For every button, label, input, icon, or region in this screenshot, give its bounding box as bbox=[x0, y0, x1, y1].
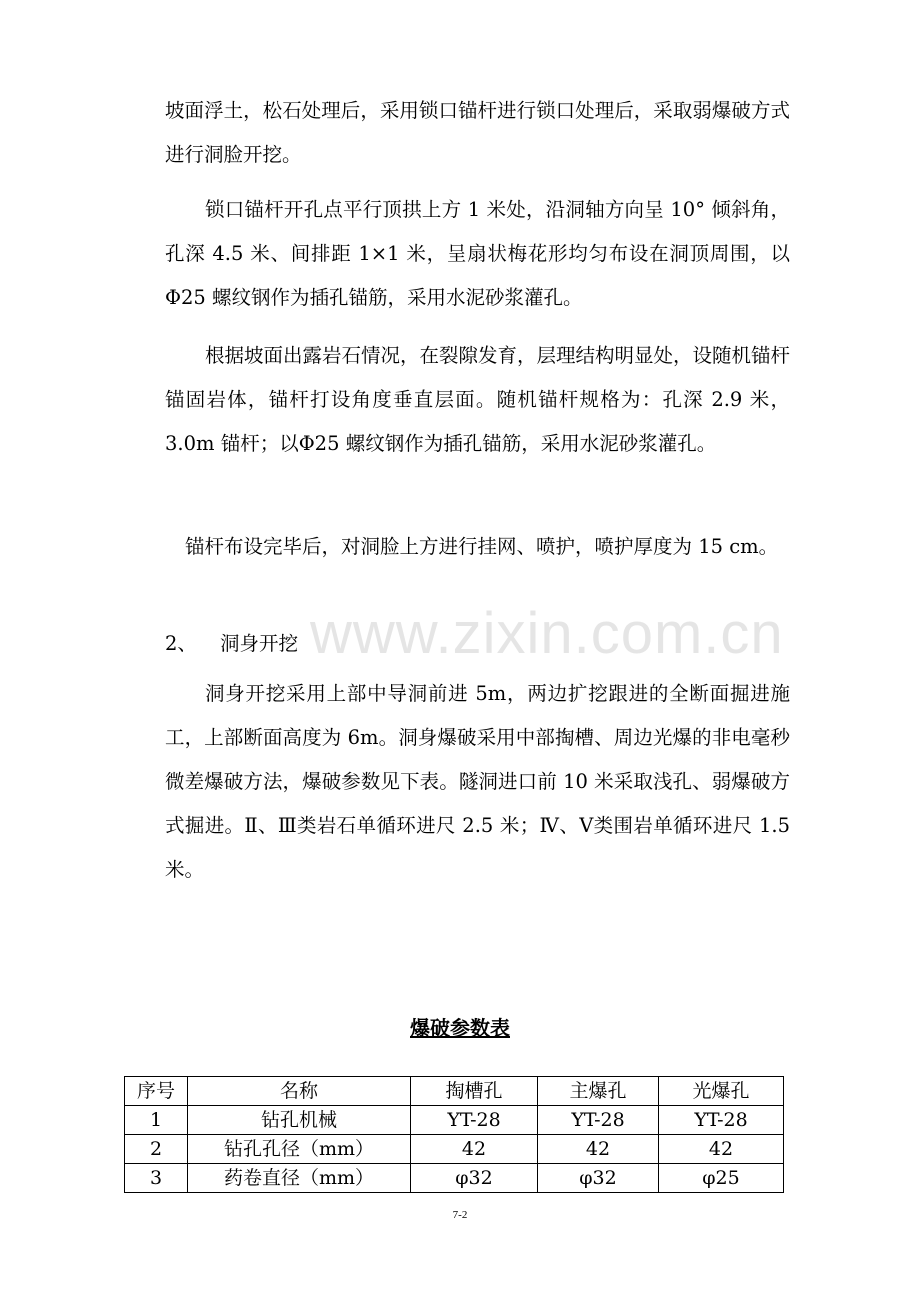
section-number: 2、 bbox=[165, 632, 197, 655]
paragraph-lock-anchor: 锁口锚杆开孔点平行顶拱上方 1 米处，沿洞轴方向呈 10° 倾斜角，孔深 4.5 米、间排距 1×1 米，呈扇状梅花形均匀布设在洞顶周围，以Φ25 螺纹钢作为插孔锚筋，采用水泥砂浆灌孔。 bbox=[165, 198, 790, 309]
watermark: www.zixin.com.cn bbox=[310, 601, 784, 666]
table-cell: 钻孔机械 bbox=[188, 1106, 411, 1135]
table-row bbox=[125, 1135, 784, 1164]
table-title: 爆破参数表 bbox=[410, 1016, 510, 1040]
table-cell: YT-28 bbox=[411, 1106, 538, 1135]
section-heading bbox=[165, 622, 298, 666]
paragraph-slope-treatment: 坡面浮土，松石处理后，采用锁口锚杆进行锁口处理后，采取弱爆破方式进行洞脸开挖。 bbox=[165, 99, 790, 166]
header-cell: 光爆孔 bbox=[659, 1077, 784, 1106]
header-cell: 主爆孔 bbox=[538, 1077, 659, 1106]
blasting-parameters-table bbox=[124, 1076, 784, 1193]
table-cell: 1 bbox=[125, 1106, 188, 1135]
paragraph-tunnel-excavation: 洞身开挖采用上部中导洞前进 5m，两边扩挖跟进的全断面掘进施工，上部断面高度为 6m。洞身爆破采用中部掏槽、周边光爆的非电毫秒微差爆破方法，爆破参数见下表。隧洞进口前 10 米采取浅孔、弱爆破方式掘进。Ⅱ、Ⅲ类岩石单循环进尺 2.5 米；Ⅳ、Ⅴ类围岩单循环进尺 1.5 米。 bbox=[165, 682, 790, 881]
table-cell: 42 bbox=[411, 1135, 538, 1164]
table-cell: 42 bbox=[538, 1135, 659, 1164]
table-cell: φ32 bbox=[538, 1164, 659, 1193]
table-cell: 42 bbox=[659, 1135, 784, 1164]
table-row bbox=[125, 1106, 784, 1135]
header-cell: 名称 bbox=[188, 1077, 411, 1106]
table-cell: 2 bbox=[125, 1135, 188, 1164]
table-cell: 钻孔孔径（mm） bbox=[188, 1135, 411, 1164]
table-cell: φ32 bbox=[411, 1164, 538, 1193]
table-cell: YT-28 bbox=[659, 1106, 784, 1135]
section-title: 洞身开挖 bbox=[220, 632, 299, 655]
header-cell: 掏槽孔 bbox=[411, 1077, 538, 1106]
table-row bbox=[125, 1164, 784, 1193]
table-cell: YT-28 bbox=[538, 1106, 659, 1135]
table-header-row bbox=[125, 1077, 784, 1106]
page-number: 7-2 bbox=[452, 1209, 468, 1221]
table-cell: 药卷直径（mm） bbox=[188, 1164, 411, 1193]
paragraph-random-anchor: 根据坡面出露岩石情况，在裂隙发育，层理结构明显处，设随机锚杆锚固岩体，锚杆打设角度垂直层面。随机锚杆规格为：孔深 2.9 米，3.0m 锚杆；以Φ25 螺纹钢作为插孔锚筋，采用水泥砂浆灌孔。 bbox=[165, 344, 791, 455]
table-cell: 3 bbox=[125, 1164, 188, 1193]
paragraph-mesh-spray: 锚杆布设完毕后，对洞脸上方进行挂网、喷护，喷护厚度为 15 cm。 bbox=[185, 535, 779, 558]
table-cell: φ25 bbox=[659, 1164, 784, 1193]
header-cell: 序号 bbox=[125, 1077, 188, 1106]
